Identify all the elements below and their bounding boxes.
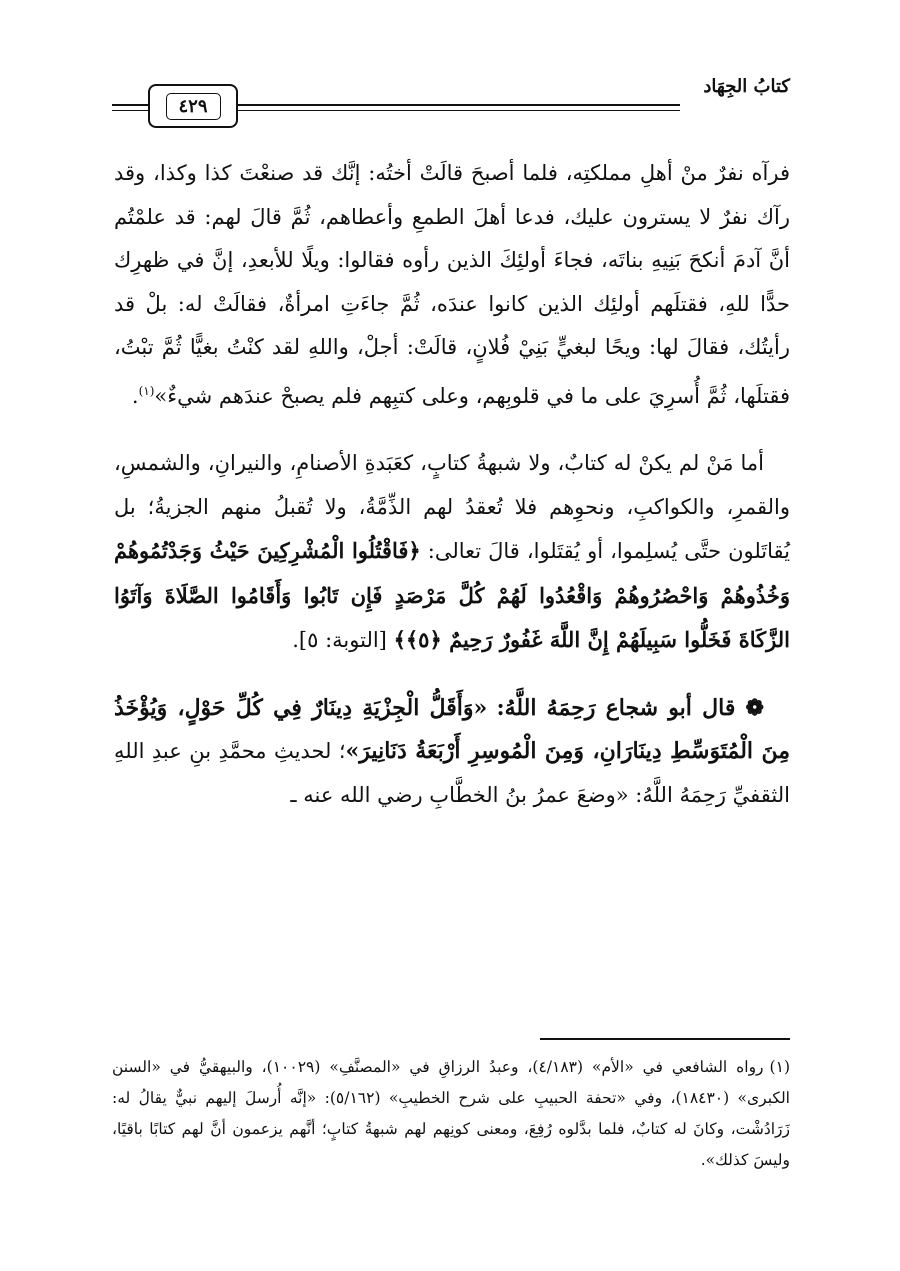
- main-text: [114, 152, 790, 817]
- paragraph-2: [114, 442, 790, 663]
- page-number: ٤٢٩: [166, 93, 221, 120]
- footnote-1: [112, 1052, 790, 1176]
- footnote-number: (١): [769, 1058, 790, 1076]
- book-title: كتابُ الجِهَاد: [703, 76, 790, 97]
- paragraph-3: [114, 687, 790, 818]
- paragraph-2-intro: أما مَنْ لم يكنْ له كتابٌ، ولا شبهةُ كتابٍ، كعَبَدةِ الأصنامِ، والنيرانِ، والشمسِ، والقمرِ، والكواكبِ، ونحوِهم فلا تُعقدُ لهم الذِّمَّةُ، ولا تُقبلُ منهم الجزيةُ؛ بل يُقاتَلون حتَّى يُسلِموا، أو يُقتَلوا، قالَ تعالى:: [114, 451, 791, 563]
- page-header: [112, 70, 790, 130]
- author-intro: ❁ قال أبو شجاع رَحِمَهُ اللَّهُ:: [496, 694, 764, 721]
- footnote-marker: (١): [138, 383, 155, 398]
- page-number-badge: [148, 84, 238, 128]
- footnote-text: رواه الشافعي في «الأم» (٤/١٨٣)، وعبدُ الرزاقِ في «المصنَّفِ» (١٠٠٢٩)، والبيهقيُّ في «السنن الكبرى» (١٨٤٣٠)، وفي «تحفة الحبيبِ على شرح الخطيبِ» (٥/١٦٢): «إنَّه أُرسلَ إليهم نبيٌّ يقالُ له: زَرَادُشْت، وكانَ له كتابٌ، فلما بدَّلوه رُفِعَ، ومعنى كونِهم لهم شبهةُ كتابٍ؛ أنَّهم يزعمون أنَّ لهم كتابًا باقيًا، وليسَ كذلك».: [112, 1058, 790, 1169]
- footnotes: [112, 1052, 790, 1176]
- footnote-separator: [540, 1038, 790, 1040]
- paragraph-3-rest: ؛ لحديثِ محمَّدِ بنِ عبدِ اللهِ الثقفيِّ رَحِمَهُ اللَّهُ: «وضعَ عمرُ بنُ الخطَّابِ رضي الله عنه ـ: [114, 739, 790, 807]
- paragraph-gap: [114, 418, 790, 442]
- quran-verse: ﴿فَاقْتُلُوا الْمُشْرِكِينَ حَيْثُ وَجَدْتُمُوهُمْ وَخُذُوهُمْ وَاحْصُرُوهُمْ وَاقْعُدُوا لَهُمْ كُلَّ مَرْصَدٍ فَإِن تَابُوا وَأَقَامُوا الصَّلَاةَ وَآتَوُا الزَّكَاةَ فَخَلُّوا سَبِيلَهُمْ إِنَّ اللَّهَ غَفُورٌ رَحِيمٌ ﴿٥﴾﴾: [114, 538, 790, 652]
- paragraph-1-text: فرآه نفرٌ منْ أهلِ مملكتِه، فلما أصبحَ قالَتْ أختُه: إنَّك قد صنعْتَ كذا وكذا، وقد رآك نفرٌ لا يسترون عليك، فدعا أهلَ الطمعِ وأعطاهم، ثُمَّ قالَ لهم: قد علمْتُم أنَّ آدمَ أنكحَ بَنِيهِ بناتَه، فجاءَ أولئِكَ الذين رأوه فقالوا: ويلًا للأبعدِ، إنَّ في ظهرِك حدًّا للهِ، فقتلَهم أولئِك الذين كانوا عندَه، ثُمَّ جاءَتِ امرأةٌ، فقالَتْ له: بلْ قد رأيتُك، فقالَ لها: ويحًا لبغيٍّ بَنِيْ فُلانٍ، قالَتْ: أجلْ، واللهِ لقد كنْتُ بغيًّا ثُمَّ تبْتُ، فقتلَها، ثُمَّ أُسرِيَ على ما في قلوبِهم، وعلى كتبِهم فلم يصبحْ عندَهم شيءٌ»: [114, 161, 790, 408]
- paragraph-1: [114, 152, 790, 418]
- matn-text: «وَأَقَلُّ الْجِزْيَةِ دِينَارٌ فِي كُلِّ حَوْلٍ، وَيُؤْخَذُ مِنَ الْمُتَوَسِّطِ دِينَارَانِ، وَمِنَ الْمُوسِرِ أَرْبَعَةُ دَنَانِيرَ»: [114, 694, 790, 764]
- paragraph-gap: [114, 663, 790, 687]
- verse-reference: [التوبة: ٥].: [292, 628, 387, 652]
- paragraph-1-end: .: [131, 383, 139, 408]
